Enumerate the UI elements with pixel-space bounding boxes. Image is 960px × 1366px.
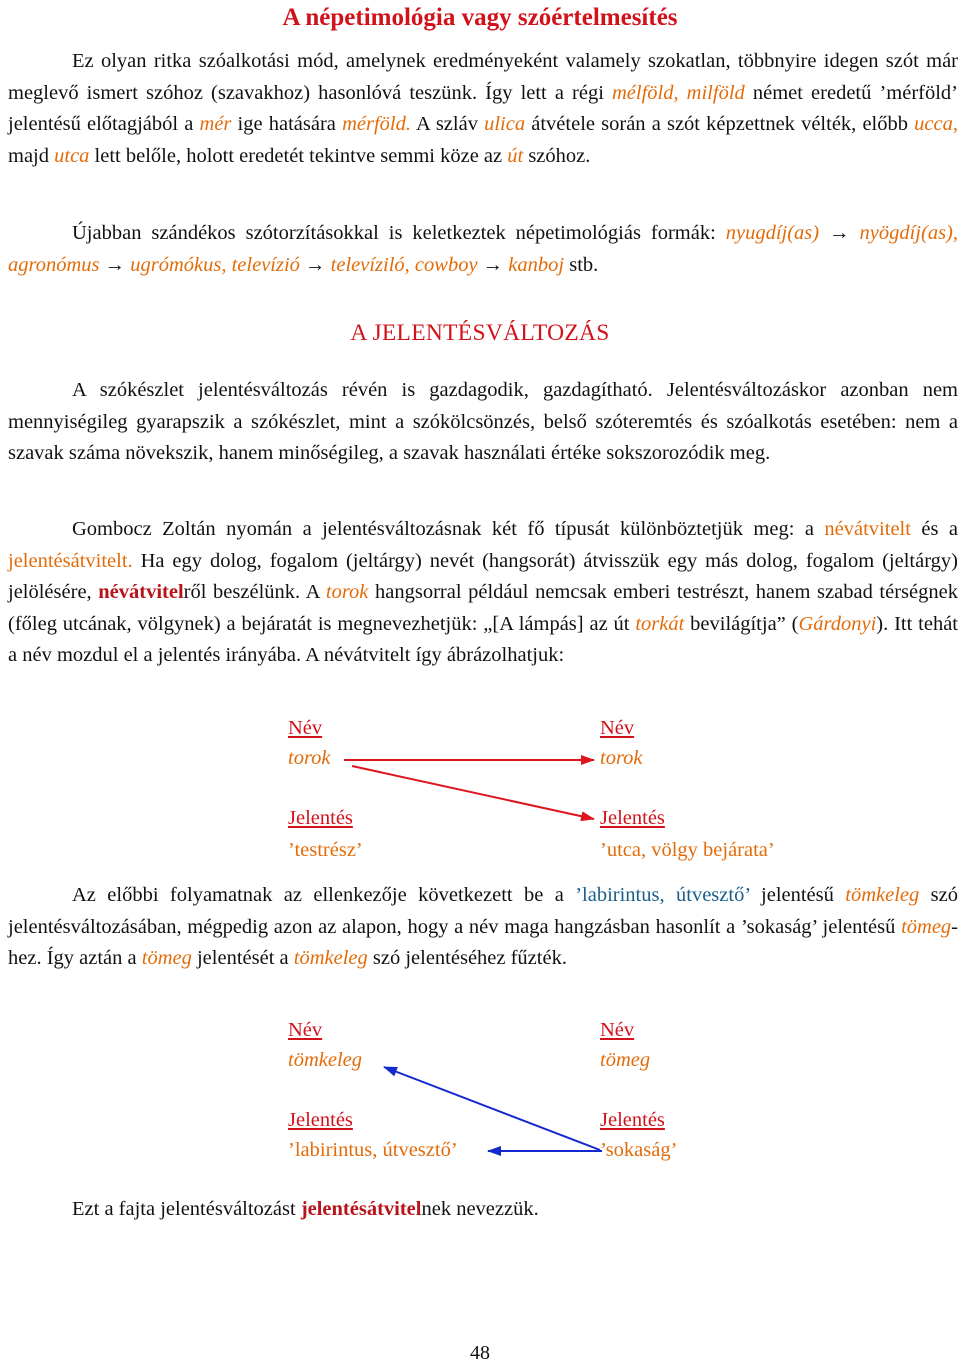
text: ről beszélünk. A	[183, 581, 326, 603]
example-word: kanboj	[508, 253, 565, 276]
text: átvétele során a szót képzettnek vélték, előbb	[525, 113, 915, 135]
diagram2-right-name-label: Név	[600, 1019, 635, 1041]
example-word: tömeg	[141, 947, 192, 969]
arrow-icon: →	[104, 253, 126, 276]
diagram2-right-meaning: ’sokaság’	[600, 1139, 678, 1161]
example-word: nyugdíj(as)	[725, 222, 820, 244]
page-title: A népetimológia vagy szóértelmesítés	[282, 4, 678, 31]
text: bevilágítja” (	[684, 612, 799, 635]
diagram1-left-name: torok	[288, 747, 331, 769]
text: ). Itt tehát a név mozdul el a jelentés irányába. A névátvitelt így ábrázolhatjuk:	[8, 612, 958, 666]
diagram2-left-name-label: Név	[288, 1019, 323, 1041]
example-word: tömkeleg	[845, 884, 920, 906]
diagram2-left-name: tömkeleg	[288, 1049, 362, 1071]
text: Ezt a fajta jelentésváltozást	[72, 1198, 301, 1220]
example-word: ucca,	[914, 113, 958, 135]
text: szó jelentéséhez fűzték.	[367, 947, 567, 969]
page-number: 48	[470, 1342, 490, 1364]
text: és a	[910, 518, 958, 540]
text: majd	[8, 144, 55, 167]
text: Az előbbi folyamatnak az ellenkezője következett be a	[72, 884, 576, 906]
example-word: nyögdíj(as), agronómus	[8, 222, 959, 276]
example-word: ugrómókus, televízió	[130, 253, 300, 276]
text: hangsorral például nemcsak emberi testrészt, hanem szabad térségnek (főleg utcának, völgynek) a bejáratát is megnevezhetjük: „[A lámpás] az út	[8, 581, 958, 635]
paragraph-jelentesvaltozas: A szókészlet jelentésváltozás révén is gazdagodik, gazdagítható. Jelentésváltozáskor azonban nem mennyiségileg gyarapszik a szókészlet, mint a szókölcsönzés, belső szóteremtés és szóalkotás esetében: nem a szavak száma növekszik, hanem minőségileg, a szavak használati értéke sokszorozódik meg.	[8, 379, 958, 464]
example-word: torok	[325, 581, 369, 603]
diagram1-left-meaning-label: Jelentés	[288, 807, 353, 829]
diagram2-right-name: tömeg	[600, 1049, 651, 1071]
diagram2-right-meaning-label: Jelentés	[600, 1109, 665, 1131]
example-word: mélföld, milföld	[611, 81, 745, 104]
diagram1-left-meaning: ’testrész’	[288, 839, 363, 861]
text: Újabban szándékos szótorzításokkal is keletkeztek népetimológiás formák:	[72, 222, 726, 244]
text: jelentésű	[749, 884, 846, 906]
example-word: utca	[54, 144, 90, 167]
bold-term: névátvitel	[98, 581, 184, 603]
diagram1-right-name: torok	[600, 747, 643, 769]
diagram1-right-name-label: Név	[600, 717, 635, 739]
example-word: televíziló, cowboy	[330, 253, 478, 276]
text: A szláv	[410, 113, 485, 135]
text: Ez olyan ritka szóalkotási mód, amelynek eredményeként valamely szokatlan, többnyire idegen szót már meglevő ismert szóhoz (szavakhoz) hasonlóvá teszünk. Így lett a régi	[8, 50, 958, 104]
text: Ha egy dolog, fogalom (jeltárgy) nevét (hangsorát) átvisszük egy más dolog, fogalom (jeltárgy) jelölésére,	[8, 549, 958, 603]
text: Gombocz Zoltán nyomán a jelentésváltozásnak két fő típusát különböztetjük meg: a	[72, 518, 825, 540]
arrow-name-to-meaning	[352, 766, 594, 819]
text: szóhoz.	[523, 144, 591, 167]
arrow-icon: →	[305, 253, 326, 276]
example-word: tömkeleg	[293, 947, 368, 969]
diagram2-left-meaning-label: Jelentés	[288, 1109, 353, 1131]
example-word: torkát	[635, 612, 685, 635]
example-word: mér	[199, 113, 232, 135]
text: jelentését a	[191, 947, 294, 969]
example-word: ulica	[484, 113, 526, 135]
text: stb.	[564, 253, 599, 276]
example-word: Gárdonyi	[798, 612, 877, 635]
diagram1-right-meaning-label: Jelentés	[600, 807, 665, 829]
diagram1-right-meaning: ’utca, völgy bejárata’	[600, 839, 775, 861]
bold-term: jelentésátvitel	[300, 1198, 422, 1220]
text: szó jelentésváltozásában, mégpedig azon az alapon, hogy a név maga hangzásban hasonlít a ’sokaság’ jelentésű	[8, 884, 959, 938]
term: ’labirintus, útvesztő’	[575, 884, 750, 906]
example-word: tömeg	[901, 915, 952, 938]
text: lett belőle, holott eredetét tekintve semmi köze az	[89, 144, 508, 167]
term: jelentésátvitelt.	[8, 549, 133, 572]
text: nek nevezzük.	[421, 1198, 539, 1220]
diagram2-left-meaning: ’labirintus, útvesztő’	[288, 1139, 458, 1161]
diagram1-left-name-label: Név	[288, 717, 323, 739]
example-word: mérföld.	[342, 113, 411, 135]
text: ige hatására	[231, 113, 343, 135]
arrow-icon: →	[482, 253, 504, 276]
section-heading: A JELENTÉSVÁLTOZÁS	[350, 320, 610, 346]
example-word: út	[507, 144, 524, 167]
arrow-icon: →	[829, 222, 850, 244]
text: német eredetű ’mérföld’ jelentésű előtagjából a	[8, 81, 958, 135]
arrow-meaning-to-name	[384, 1067, 600, 1150]
term: névátvitelt	[824, 518, 911, 540]
text: -hez. Így aztán a	[8, 915, 958, 969]
